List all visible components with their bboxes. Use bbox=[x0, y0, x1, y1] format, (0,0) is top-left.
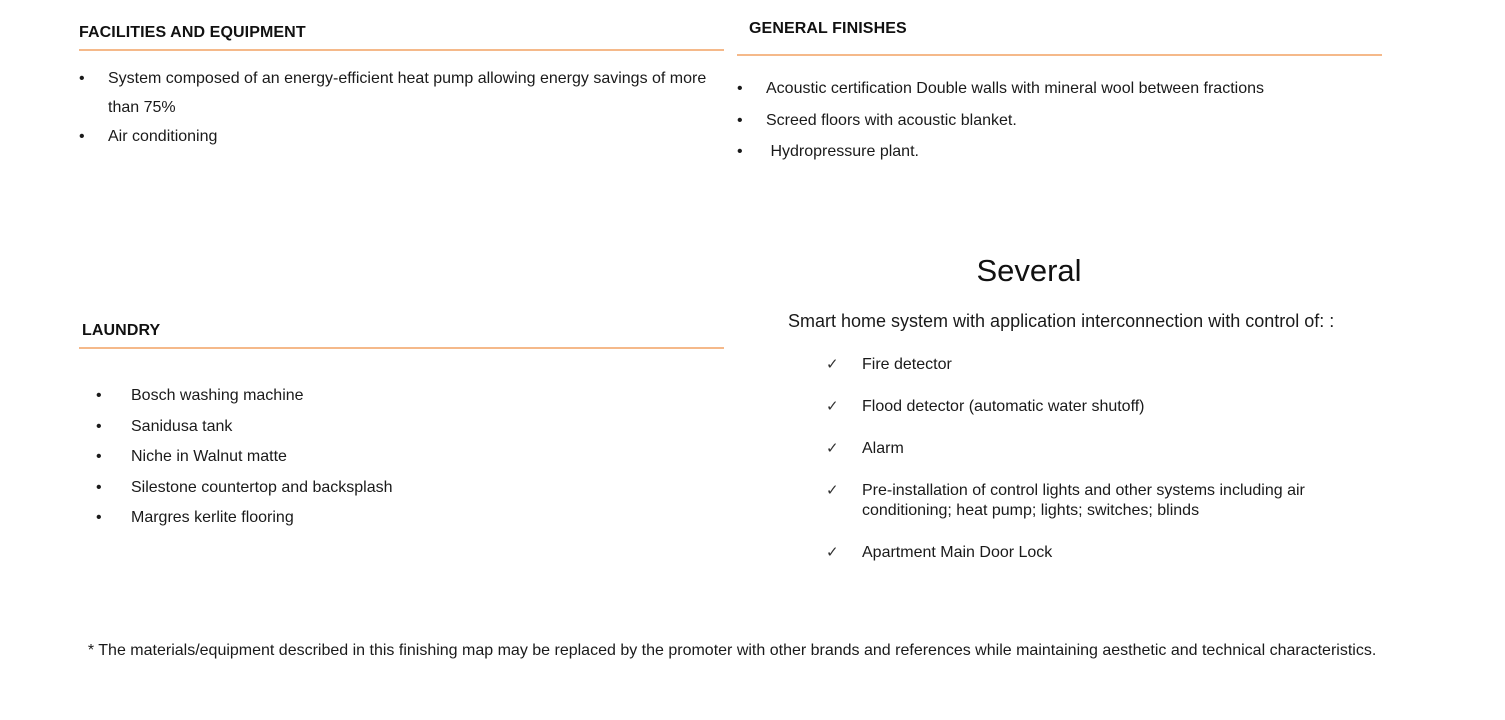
list-item-text: Silestone countertop and backsplash bbox=[131, 478, 393, 496]
list-item-text: Acoustic certification Double walls with mineral wool between fractions bbox=[766, 80, 1264, 97]
several-heading: Several bbox=[976, 253, 1082, 288]
list-item-text: Bosch washing machine bbox=[131, 387, 304, 404]
list-item bbox=[737, 136, 1377, 168]
bullet-icon: • bbox=[96, 387, 102, 404]
list-item-text: Air conditioning bbox=[108, 128, 218, 145]
list-item bbox=[826, 397, 1386, 417]
list-item bbox=[737, 105, 1377, 137]
list-item bbox=[79, 122, 719, 151]
bullet-icon: • bbox=[737, 143, 743, 160]
list-item bbox=[826, 481, 1352, 521]
list-item bbox=[826, 543, 1386, 563]
list-item-text: Flood detector (automatic water shutoff) bbox=[862, 398, 1145, 415]
list-item bbox=[96, 473, 596, 504]
list-item bbox=[826, 439, 1386, 459]
bullet-icon: • bbox=[79, 70, 85, 87]
list-item bbox=[96, 503, 596, 534]
list-item-text: Fire detector bbox=[862, 356, 952, 373]
general-finishes-heading: GENERAL FINISHES bbox=[749, 20, 907, 37]
laundry-divider bbox=[79, 347, 724, 349]
bullet-icon: • bbox=[737, 80, 743, 97]
bullet-icon: • bbox=[79, 128, 85, 145]
facilities-divider bbox=[79, 49, 724, 51]
list-item-text: Alarm bbox=[862, 440, 904, 457]
list-item-text: Margres kerlite flooring bbox=[131, 509, 294, 526]
list-item-text: Pre-installation of control lights and other systems including air conditioning; heat pump; lights; switches; blinds bbox=[862, 482, 1305, 519]
checkmark-icon: ✓ bbox=[826, 440, 839, 457]
checkmark-icon: ✓ bbox=[826, 482, 839, 499]
list-item-text: Sanidusa tank bbox=[131, 417, 233, 435]
list-item bbox=[826, 355, 1386, 375]
smart-home-intro: Smart home system with application interconnection with control of: : bbox=[788, 311, 1335, 331]
list-item-text: Screed floors with acoustic blanket. bbox=[766, 111, 1017, 129]
list-item bbox=[96, 442, 596, 473]
general-finishes-list bbox=[737, 73, 1377, 168]
laundry-heading: LAUNDRY bbox=[82, 322, 161, 339]
bullet-icon: • bbox=[96, 478, 102, 496]
list-item bbox=[96, 412, 596, 443]
checkmark-icon: ✓ bbox=[826, 398, 839, 415]
bullet-icon: • bbox=[96, 417, 102, 435]
general-finishes-divider bbox=[737, 54, 1382, 56]
laundry-list bbox=[96, 381, 596, 534]
facilities-heading: FACILITIES AND EQUIPMENT bbox=[79, 24, 306, 41]
list-item bbox=[96, 381, 596, 412]
facilities-list bbox=[79, 64, 719, 151]
list-item-text: Hydropressure plant. bbox=[766, 143, 919, 160]
list-item-text: Apartment Main Door Lock bbox=[862, 544, 1053, 561]
bullet-icon: • bbox=[737, 111, 743, 129]
list-item bbox=[79, 64, 708, 122]
list-item-text: System composed of an energy-efficient heat pump allowing energy savings of more than 75% bbox=[108, 70, 707, 116]
bullet-icon: • bbox=[96, 509, 102, 526]
smart-home-list bbox=[826, 355, 1386, 585]
footnote: * The materials/equipment described in this finishing map may be replaced by the promoter with other brands and references while maintaining aesthetic and technical characteristics. bbox=[79, 642, 1377, 659]
bullet-icon: • bbox=[96, 448, 102, 465]
list-item-text: Niche in Walnut matte bbox=[131, 448, 287, 465]
list-item bbox=[737, 73, 1377, 105]
checkmark-icon: ✓ bbox=[826, 356, 839, 373]
checkmark-icon: ✓ bbox=[826, 544, 839, 561]
